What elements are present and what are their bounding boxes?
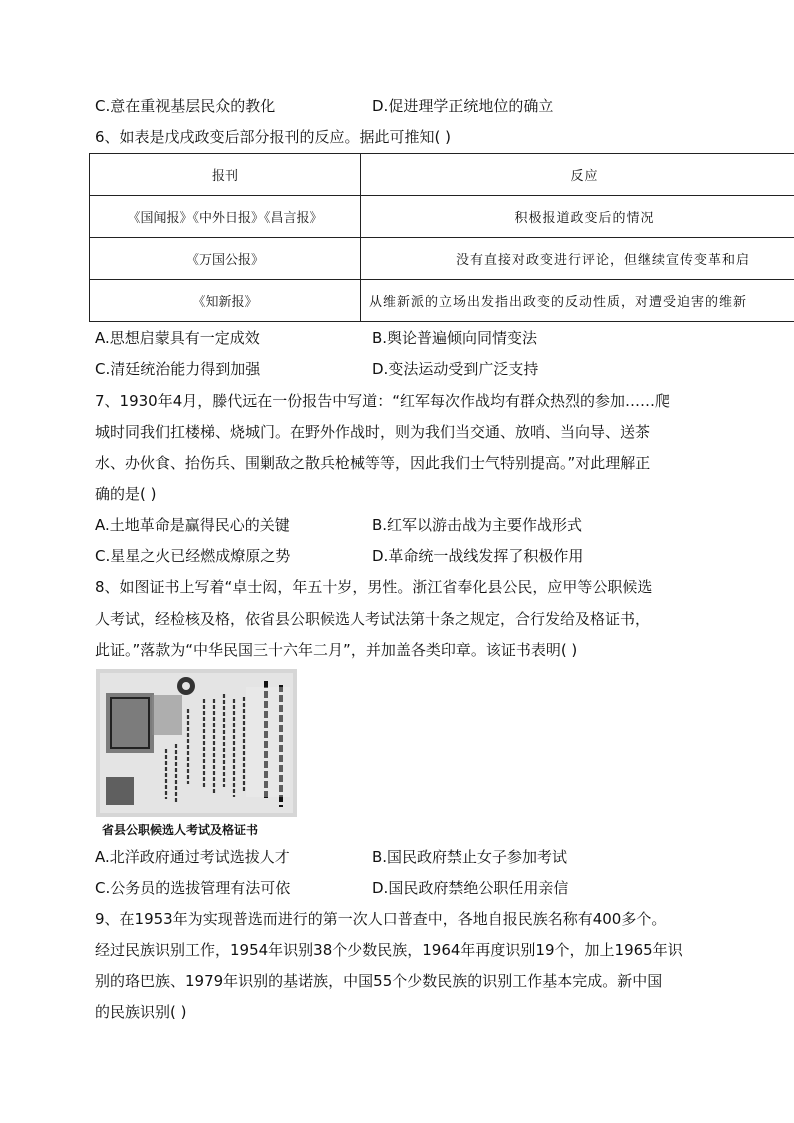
q7-option-d[interactable]: D.革命统一战线发挥了积极作用: [372, 547, 584, 565]
q7-stem-line: 水、办伙食、抬伤兵、围剿敌之散兵枪械等等，因此我们士气特别提高。”对此理解正: [95, 454, 651, 472]
q8-stem-line: 此证。”落款为“中华民国三十六年二月”，并加盖各类印章。该证书表明( ): [95, 641, 578, 659]
q7-stem-line: 7、1930年4月，滕代远在一份报告中写道：“红军每次作战均有群众热烈的参加……爬: [95, 392, 671, 410]
q8-option-d[interactable]: D.国民政府禁绝公职任用亲信: [372, 879, 569, 897]
q6-option-d[interactable]: D.变法运动受到广泛支持: [372, 360, 539, 378]
q5-option-d[interactable]: D.促进理学正统地位的确立: [372, 97, 554, 115]
table-cell: 《国闻报》《中外日报》《昌言报》: [90, 196, 361, 238]
table-cell: 没有直接对政变进行评论，但继续宣传变革和启: [361, 238, 794, 280]
q8-option-c[interactable]: C.公务员的选拔管理有法可依: [95, 879, 291, 897]
q9-stem-line: 9、在1953年为实现普选而进行的第一次人口普查中，各地自报民族名称有400多个。: [95, 910, 667, 928]
q8-option-b[interactable]: B.国民政府禁止女子参加考试: [372, 848, 568, 866]
q5-option-c[interactable]: C.意在重视基层民众的教化: [95, 97, 276, 115]
q7-stem-line: 确的是( ): [95, 485, 157, 503]
table-row: [90, 280, 794, 322]
q7-option-c[interactable]: C.星星之火已经燃成燎原之势: [95, 547, 291, 565]
q6-table: [89, 153, 794, 322]
certificate-illustration: [96, 669, 297, 817]
table-header-cell: 反应: [361, 154, 794, 196]
q9-stem-line: 别的珞巴族、1979年识别的基诺族，中国55个少数民族的识别工作基本完成。新中国: [95, 972, 663, 990]
q8-stem-line: 人考试，经检核及格，依省县公职候选人考试法第十条之规定，合行发给及格证书，: [95, 610, 651, 628]
q6-option-a[interactable]: A.思想启蒙具有一定成效: [95, 329, 260, 347]
q8-option-a[interactable]: A.北洋政府通过考试选拔人才: [95, 848, 290, 866]
q8-stem-line: 8、如图证书上写着“卓士闳，年五十岁，男性。浙江省奉化县公民，应甲等公职候选: [95, 578, 653, 596]
certificate-photo: [96, 669, 297, 817]
q7-stem-line: 城时同我们扛楼梯、烧城门。在野外作战时，则为我们当交通、放哨、当向导、送茶: [95, 423, 651, 441]
table-header-cell: 报刊: [90, 154, 361, 196]
q6-option-c[interactable]: C.清廷统治能力得到加强: [95, 360, 261, 378]
table-header-row: [90, 154, 794, 196]
table-row: [90, 238, 794, 280]
q9-stem-line: 的民族识别( ): [95, 1003, 187, 1021]
q9-stem-line: 经过民族识别工作，1954年识别38个少数民族，1964年再度识别19个，加上1965年识: [95, 941, 683, 959]
q6-stem: 6、如表是戊戌政变后部分报刊的反应。据此可推知( ): [95, 128, 452, 146]
q7-option-a[interactable]: A.土地革命是赢得民心的关键: [95, 516, 290, 534]
q6-option-b[interactable]: B.舆论普遍倾向同情变法: [372, 329, 538, 347]
q7-option-b[interactable]: B.红军以游击战为主要作战形式: [372, 516, 583, 534]
table-cell: 积极报道政变后的情况: [361, 196, 794, 238]
table-row: [90, 196, 794, 238]
table-cell: 《万国公报》: [90, 238, 361, 280]
table-cell: 从维新派的立场出发指出政变的反动性质，对遭受迫害的维新: [361, 280, 794, 322]
table-cell: 《知新报》: [90, 280, 361, 322]
image-caption: 省县公职候选人考试及格证书: [102, 823, 259, 837]
